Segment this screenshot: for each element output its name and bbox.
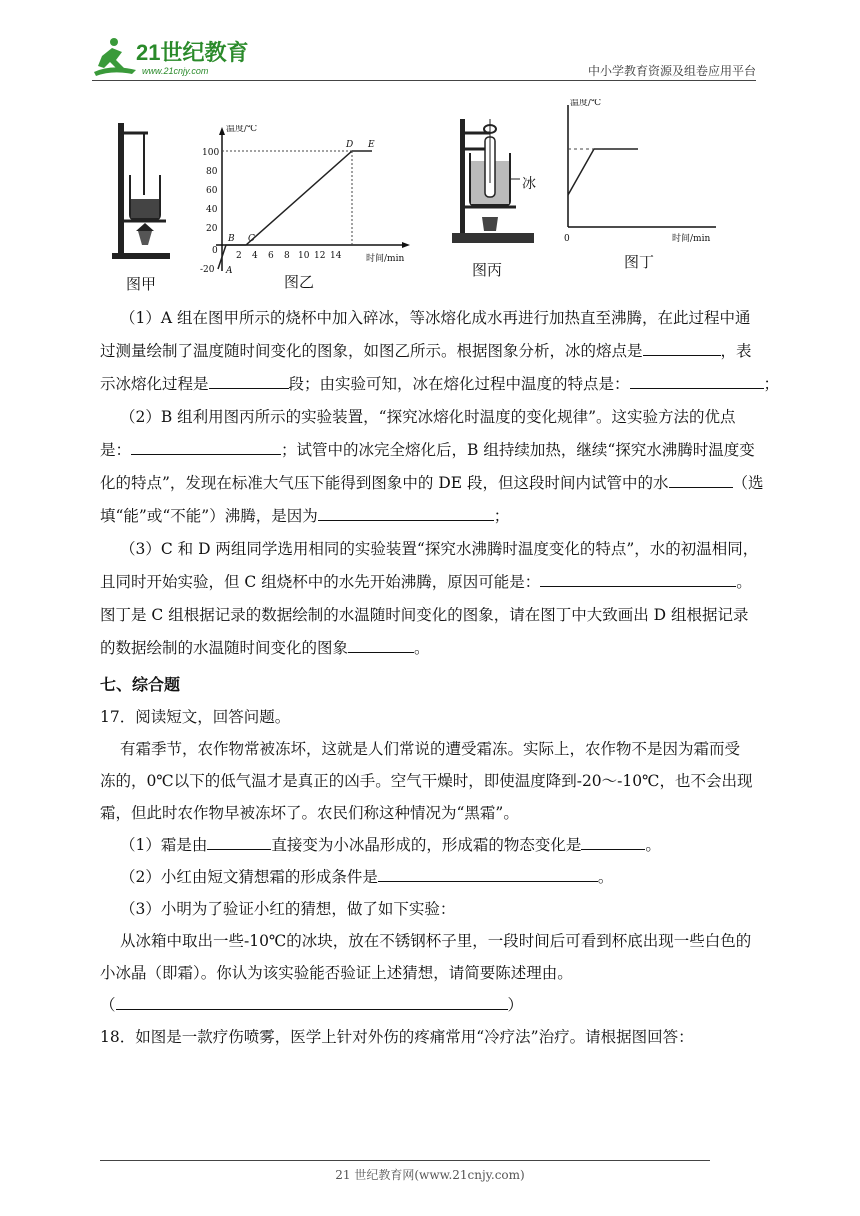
platform-name: 中小学教育资源及组卷应用平台 <box>587 64 756 78</box>
answer-blank[interactable] <box>209 373 289 390</box>
q16-part2-line4: 填“能”或“不能”）沸腾，是因为 ； <box>100 500 760 533</box>
figure-jia-apparatus <box>108 115 178 265</box>
answer-blank[interactable] <box>669 472 733 489</box>
xtick: 12 <box>314 251 326 261</box>
q17-passage-line1: 有霜季节，农作物常被冻坏，这就是人们常说的遭受霜冻。实际上，农作物不是因为霜而受 <box>120 740 741 758</box>
q17-experiment-line1: 从冰箱中取出一些-10℃的冰块，放在不锈钢杯子里，一段时间后可看到杯底出现一些白色的 <box>120 932 752 950</box>
x-axis-label: 时间/min <box>672 234 711 244</box>
q16-part3-line4: 的数据绘制的水温随时间变化的图象 。 <box>100 632 760 665</box>
q18-stem: 18．如图是一款疗伤喷雾，医学上针对外伤的疼痛常用“冷疗法”治疗。请根据图回答： <box>100 1028 694 1046</box>
y-axis-label: 温度/℃ <box>570 99 602 108</box>
section-title: 七、综合题 <box>100 675 181 694</box>
answer-blank[interactable] <box>643 340 721 357</box>
q16-part1-line1: （1）A 组在图甲所示的烧杯中加入碎冰，等冰熔化成水再进行加热直至沸腾，在此过程中通 <box>120 309 751 327</box>
ytick: 0 <box>212 246 218 256</box>
figure-bing-caption: 图丙 <box>472 261 503 279</box>
answer-blank[interactable] <box>630 373 764 390</box>
q17-passage-line3: 霜，但此时农作物早被冻坏了。农民们称这种情况为“黑霜”。 <box>100 804 519 822</box>
q16-part2-line3: 化的特点”，发现在标准大气压下能得到图象中的 DE 段，但这段时间内试管中的水 （选 <box>100 467 760 500</box>
q16-part1-line3: 示冰熔化过程是 段；由实验可知，冰在熔化过程中温度的特点是： ； <box>100 368 760 401</box>
figure-ding-graph <box>554 99 724 249</box>
xtick: 6 <box>268 251 274 261</box>
answer-blank[interactable] <box>348 637 414 654</box>
ytick: 20 <box>206 224 218 234</box>
figure-ding-caption: 图丁 <box>624 253 655 271</box>
page-header <box>92 34 756 80</box>
ytick: 80 <box>206 167 218 177</box>
q16-part2-line1: （2）B 组利用图丙所示的实验装置，“探究冰熔化时温度的变化规律”。这实验方法的优点 <box>120 408 736 426</box>
x-axis-label: 时间/min <box>366 254 405 264</box>
q17-passage-line2: 冻的，0℃以下的低气温才是真正的凶手。空气干燥时，即使温度降到-20～-10℃，也不会出现 <box>100 772 753 790</box>
answer-blank[interactable] <box>207 834 271 851</box>
answer-blank[interactable] <box>581 834 645 851</box>
q17-sub2: （2）小红由短文猜想霜的形成条件是 。 <box>100 861 760 893</box>
q17-sub3: （3）小明为了验证小红的猜想，做了如下实验： <box>120 900 456 918</box>
brand-logo <box>92 34 272 78</box>
q17-sub1: （1）霜是由 直接变为小冰晶形成的，形成霜的物态变化是 。 <box>100 829 760 861</box>
q16-part2-line2: 是： ；试管中的冰完全熔化后，B 组持续加热，继续“探究水沸腾时温度变 <box>100 434 760 467</box>
point-label: C <box>248 234 255 244</box>
answer-blank[interactable] <box>116 994 508 1011</box>
figure-yi-graph <box>196 125 426 275</box>
xtick: 8 <box>284 251 290 261</box>
xtick: 14 <box>330 251 342 261</box>
ytick: -20 <box>200 265 215 275</box>
q17-answer-line: （ ） <box>100 989 760 1021</box>
q17-stem: 17．阅读短文，回答问题。 <box>100 708 291 726</box>
point-label: E <box>368 140 375 150</box>
figures-row <box>108 95 728 295</box>
svg-text:www.21cnjy.com: www.21cnjy.com <box>142 66 209 76</box>
answer-blank[interactable] <box>318 505 494 522</box>
figure-yi-caption: 图乙 <box>284 273 315 291</box>
header-divider <box>92 80 756 81</box>
point-label: D <box>346 140 354 150</box>
page-footer: 21 世纪教育网(www.21cnjy.com) <box>335 1168 525 1182</box>
question-16-parts <box>100 302 780 665</box>
c-group-curve <box>568 149 638 195</box>
q17-experiment-line2: 小冰晶（即霜）。你认为该实验能否验证上述猜想，请简要陈述理由。 <box>100 964 573 982</box>
point-label: A <box>226 266 233 275</box>
xtick: 2 <box>236 251 242 261</box>
point-label: B <box>228 234 235 244</box>
q16-part1-line2: 过测量绘制了温度随时间变化的图象，如图乙所示。根据图象分析，冰的熔点是 ，表 <box>100 335 760 368</box>
y-axis-label: 温度/℃ <box>226 125 258 134</box>
origin-label: 0 <box>564 234 570 244</box>
footer-divider <box>100 1160 710 1161</box>
figure-jia-caption: 图甲 <box>126 275 157 293</box>
xtick: 4 <box>252 251 258 261</box>
ytick: 60 <box>206 186 218 196</box>
section-7 <box>100 669 760 1053</box>
ytick: 40 <box>206 205 218 215</box>
answer-blank[interactable] <box>378 866 598 883</box>
answer-blank[interactable] <box>540 571 736 588</box>
ice-label: 冰 <box>522 176 536 192</box>
svg-text:21世纪教育: 21世纪教育 <box>136 40 249 65</box>
answer-blank[interactable] <box>131 439 281 456</box>
ytick: 100 <box>202 148 220 158</box>
q16-part3-line2: 且同时开始实验，但 C 组烧杯中的水先开始沸腾，原因可能是： 。 <box>100 566 760 599</box>
q16-part3-line3: 图丁是 C 组根据记录的数据绘制的水温随时间变化的图象，请在图丁中大致画出 D 组根据记录 <box>100 606 749 624</box>
q16-part3-line1: （3）C 和 D 两组同学选用相同的实验装置“探究水沸腾时温度变化的特点”，水的初温相同， <box>120 540 759 558</box>
xtick: 10 <box>298 251 310 261</box>
